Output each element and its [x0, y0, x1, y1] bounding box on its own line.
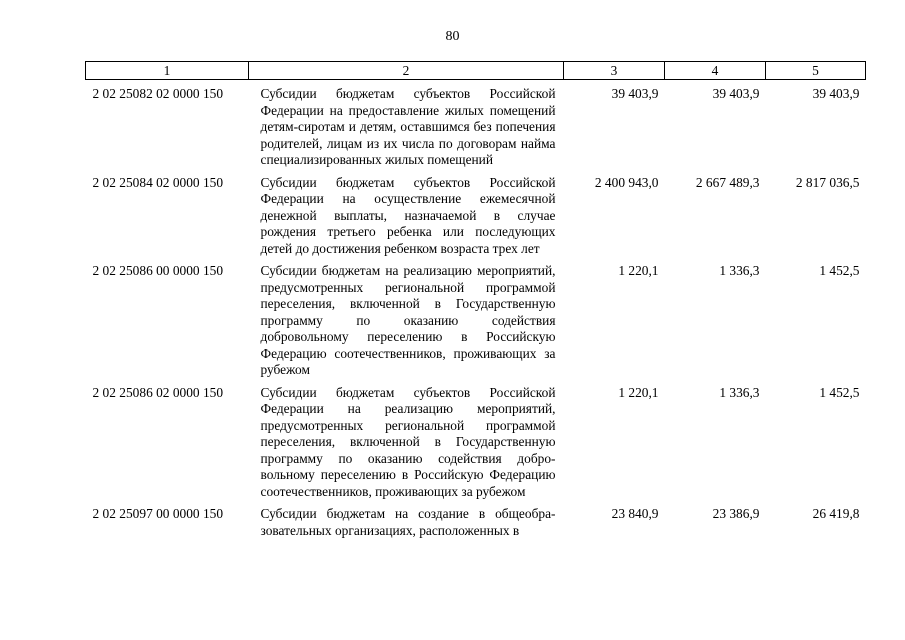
header-col-5: 5	[766, 62, 866, 80]
budget-code: 2 02 25086 02 0000 150	[92, 384, 224, 400]
header-row	[86, 62, 866, 80]
header-col-2: 2	[249, 62, 564, 80]
amount-col-5: 1 452,5	[819, 384, 860, 400]
header-col-4: 4	[665, 62, 766, 80]
amount-col-4: 39 403,9	[712, 86, 760, 101]
amount-col-3: 23 840,9	[611, 506, 659, 521]
amount-col-3: 1 220,1	[618, 384, 659, 400]
amount-col-3: 2 400 943,0	[594, 174, 659, 190]
budget-code: 2 02 25084 02 0000 150	[92, 174, 224, 190]
page-number: 80	[445, 29, 460, 44]
amount-col-5: 39 403,9	[812, 86, 860, 101]
amount-col-5: 26 419,8	[812, 506, 860, 521]
budget-description: Субсидии бюджетам субъектов Российской Федерации на осуществление ежемесячной денежной выплаты, назначаемой в случае рождения третьего ребенка или последующих детей до достижения ребенком возраста трех лет	[260, 174, 556, 256]
amount-col-4: 23 386,9	[712, 506, 760, 521]
amount-col-5: 1 452,5	[819, 263, 860, 278]
budget-table	[85, 61, 866, 545]
table-row	[86, 506, 866, 545]
budget-description: Субсидии бюджетам субъектов Российской Федерации на предоставление жилых помещений детям-сиротам и детям, оставшимся без попечения родителей, лицам из их числа по договорам найма специализированных жилых помещений	[260, 86, 556, 167]
amount-col-3: 1 220,1	[618, 263, 659, 278]
budget-code: 2 02 25097 00 0000 150	[92, 506, 224, 521]
table-body	[86, 80, 866, 546]
budget-code: 2 02 25082 02 0000 150	[92, 86, 224, 101]
table-row	[86, 385, 866, 507]
amount-col-5: 2 817 036,5	[795, 174, 860, 190]
table-row	[86, 175, 866, 264]
amount-col-4: 1 336,3	[719, 263, 760, 278]
table-header	[86, 62, 866, 80]
amount-col-4: 1 336,3	[719, 384, 760, 400]
table-row	[86, 80, 866, 175]
amount-col-4: 2 667 489,3	[695, 174, 760, 190]
amount-col-3: 39 403,9	[611, 86, 659, 101]
table-row	[86, 263, 866, 385]
budget-description: Субсидии бюджетам на создание в общеобразовательных организациях, расположенных в	[260, 506, 556, 538]
header-col-3: 3	[564, 62, 665, 80]
budget-code: 2 02 25086 00 0000 150	[92, 263, 224, 278]
budget-description: Субсидии бюджетам субъектов Российской Федерации на реализацию мероприятий, предусмотренных региональной программой переселения, включенной в Государственную программу по оказанию содействия добровольному переселению в Российскую Федерацию соотечественников, проживающих за рубежом	[260, 384, 556, 499]
header-col-1: 1	[86, 62, 249, 80]
budget-description: Субсидии бюджетам на реализацию мероприятий, предусмотренных региональной программой переселения, включенной в Государственную программу по оказанию содействия добровольному переселению в Российскую Федерацию соотечественников, проживающих за рубежом	[260, 263, 556, 377]
